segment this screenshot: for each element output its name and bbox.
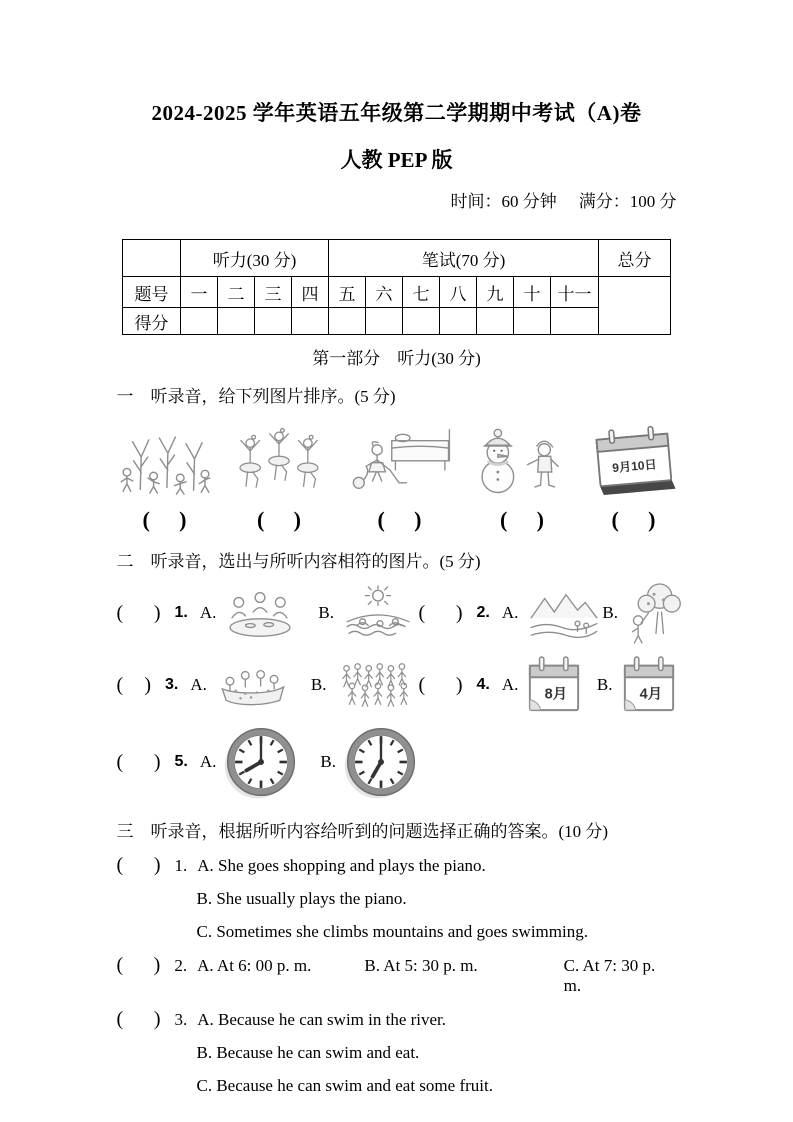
score-cell: [218, 308, 255, 335]
q1-picture-2: [229, 413, 329, 531]
option-c-text: C. At 7: 30 p. m.: [563, 956, 656, 995]
paren-close: ): [293, 507, 301, 532]
option-c-text: C. Because he can swim and eat some fruit.: [196, 1076, 493, 1095]
picking-fruit-image: [626, 581, 684, 645]
score-cell: [255, 308, 292, 335]
calendar-date-label: 9月10日: [611, 457, 657, 476]
q3-item-1-line-a: [117, 855, 677, 876]
q2-item-4: [419, 654, 677, 716]
paren-open: (: [116, 854, 124, 876]
paren-open: (: [116, 751, 124, 773]
paren-close: ): [153, 954, 161, 976]
option-a-text: A. At 6: 00 p. m.: [197, 956, 312, 975]
item-number: 4.: [476, 676, 490, 693]
calendar-image: [621, 654, 677, 716]
q1-picture-5: [591, 423, 677, 531]
paren-open: (: [116, 954, 124, 976]
paren-open: (: [116, 602, 124, 624]
paren-open: (: [611, 507, 619, 532]
q2-item-5: [117, 725, 418, 799]
question-number-cell: 五: [329, 277, 366, 308]
q2-item-3: [117, 661, 419, 709]
paren-open: (: [142, 507, 150, 532]
score-cell: [292, 308, 329, 335]
answer-blank: [378, 509, 422, 531]
ballet-dancing-image: [229, 413, 329, 497]
paren-close: ): [414, 507, 422, 532]
exam-subtitle: 人教 PEP 版: [340, 148, 453, 172]
clock-image: [224, 725, 298, 799]
paren-open: (: [377, 507, 385, 532]
option-a-label: A.: [501, 675, 519, 694]
score-cell: [551, 308, 599, 335]
paren-open: (: [418, 674, 426, 696]
question-row-label: 题号: [123, 277, 181, 308]
item-number: 2.: [174, 956, 188, 975]
score-table: [122, 239, 671, 335]
score-cell: [329, 308, 366, 335]
paren-close: ): [455, 674, 463, 696]
item-number: 1.: [174, 604, 188, 621]
paren-close: ): [153, 854, 161, 876]
answer-blank: [500, 509, 544, 531]
question-number-cell: 六: [366, 277, 403, 308]
score-cell: [477, 308, 514, 335]
calendar-image: [591, 423, 677, 497]
q3-item-1-line-b: [197, 889, 677, 909]
score-cell: [440, 308, 477, 335]
answer-blank: [419, 603, 463, 623]
part1-heading: 第一部分 听力(30 分): [312, 349, 481, 368]
question-number-cell: 二: [218, 277, 255, 308]
q1-title: 一 听录音，给下列图片排序。(5 分): [116, 387, 396, 406]
option-a-label: A.: [199, 752, 217, 771]
answer-blank: [612, 509, 656, 531]
paren-close: ): [455, 602, 463, 624]
option-b-label: B.: [602, 603, 618, 622]
planting-trees-image: [117, 417, 213, 497]
paren-close: ): [153, 602, 161, 624]
swimming-sunny-image: [342, 585, 414, 641]
time-limit-text: 时间：60 分钟: [450, 192, 557, 211]
total-header-cell: 总分: [599, 240, 671, 277]
option-b-label: B.: [320, 752, 336, 771]
crowd-of-people-image: [335, 661, 419, 709]
question-number-cell: 七: [403, 277, 440, 308]
q1-picture-3: [346, 421, 454, 531]
question-number-cell: 十: [514, 277, 551, 308]
item-number: 3.: [174, 1010, 188, 1029]
option-b-label: B.: [318, 603, 334, 622]
answer-blank: [117, 675, 152, 695]
q2-item-1: [117, 585, 419, 641]
score-cell: [181, 308, 218, 335]
question-number-cell: 十一: [551, 277, 599, 308]
option-b-label: B.: [596, 675, 613, 694]
q3-title: 三 听录音，根据所听内容给听到的问题选择正确的答案。(10 分): [116, 822, 609, 841]
answer-blank: [117, 955, 161, 975]
flower-bed-harvest-image: [215, 662, 289, 708]
option-a-text: A. Because he can swim in the river.: [197, 1010, 447, 1029]
q2-row-2: [117, 654, 677, 716]
paren-open: (: [257, 507, 265, 532]
clock-image: [344, 725, 418, 799]
q1-picture-row: [117, 413, 677, 531]
q3-item-2-line: [117, 955, 677, 996]
written-header-cell: 笔试(70 分): [329, 240, 599, 277]
corner-cell: [123, 240, 181, 277]
paren-close: ): [153, 1008, 161, 1030]
calendar-month-label: 4月: [639, 686, 662, 703]
listening-header-cell: 听力(30 分): [181, 240, 329, 277]
q3-item-1-line-c: [197, 922, 677, 942]
option-b-label: B.: [310, 675, 327, 694]
item-number: 5.: [174, 753, 188, 770]
question-number-cell: 一: [181, 277, 218, 308]
q2-title: 二 听录音，选出与所听内容相符的图片。(5 分): [116, 552, 481, 571]
calendar-month-label: 8月: [545, 686, 568, 703]
item-number: 3.: [165, 676, 179, 693]
option-b-text: B. She usually plays the piano.: [196, 889, 407, 908]
snowman-image: [470, 423, 574, 497]
q2-item-2: [419, 581, 684, 645]
total-score-cell: [599, 277, 671, 335]
paren-close: ): [179, 507, 187, 532]
cleaning-room-image: [346, 421, 454, 497]
score-cell: [403, 308, 440, 335]
question-number-cell: 三: [255, 277, 292, 308]
calendar-image: [526, 654, 582, 716]
answer-blank: [143, 509, 187, 531]
answer-blank: [117, 1009, 161, 1029]
paren-close: ): [536, 507, 544, 532]
q3-item-3-line-c: [197, 1076, 677, 1096]
exam-meta: [117, 187, 677, 212]
answer-blank: [117, 752, 161, 772]
question-number-cell: 八: [440, 277, 477, 308]
paren-open: (: [116, 1008, 124, 1030]
option-b-text: B. Because he can swim and eat.: [196, 1043, 420, 1062]
q2-row-1: [117, 581, 677, 645]
exam-title: 2024-2025 学年英语五年级第二学期期中考试（A)卷: [151, 101, 642, 125]
score-row-label: 得分: [123, 308, 181, 335]
q1-picture-4: [470, 423, 574, 531]
paren-open: (: [500, 507, 508, 532]
mountains-river-image: [526, 585, 602, 641]
answer-blank: [257, 509, 301, 531]
paren-close: ): [144, 674, 152, 696]
question-number-cell: 九: [477, 277, 514, 308]
option-c-text: C. Sometimes she climbs mountains and goes swimming.: [196, 922, 588, 941]
full-score-text: 满分：100 分: [578, 192, 677, 211]
paren-open: (: [418, 602, 426, 624]
score-cell: [366, 308, 403, 335]
item-number: 1.: [174, 856, 188, 875]
option-a-text: A. She goes shopping and plays the piano.: [197, 856, 486, 875]
option-a-label: A.: [199, 603, 217, 622]
option-a-label: A.: [190, 675, 207, 694]
paren-close: ): [153, 751, 161, 773]
answer-blank: [419, 675, 463, 695]
q1-picture-1: [117, 417, 213, 531]
q3-item-3-line-b: [197, 1043, 677, 1063]
option-a-label: A.: [501, 603, 519, 622]
question-number-cell: 四: [292, 277, 329, 308]
paren-open: (: [116, 674, 124, 696]
score-cell: [514, 308, 551, 335]
answer-blank: [117, 603, 161, 623]
family-dinner-image: [224, 585, 296, 641]
item-number: 2.: [476, 604, 490, 621]
q3-item-3-line-a: [117, 1009, 677, 1030]
answer-blank: [117, 855, 161, 875]
q2-row-3: [117, 725, 677, 799]
option-b-text: B. At 5: 30 p. m.: [364, 956, 478, 975]
paren-close: ): [648, 507, 656, 532]
